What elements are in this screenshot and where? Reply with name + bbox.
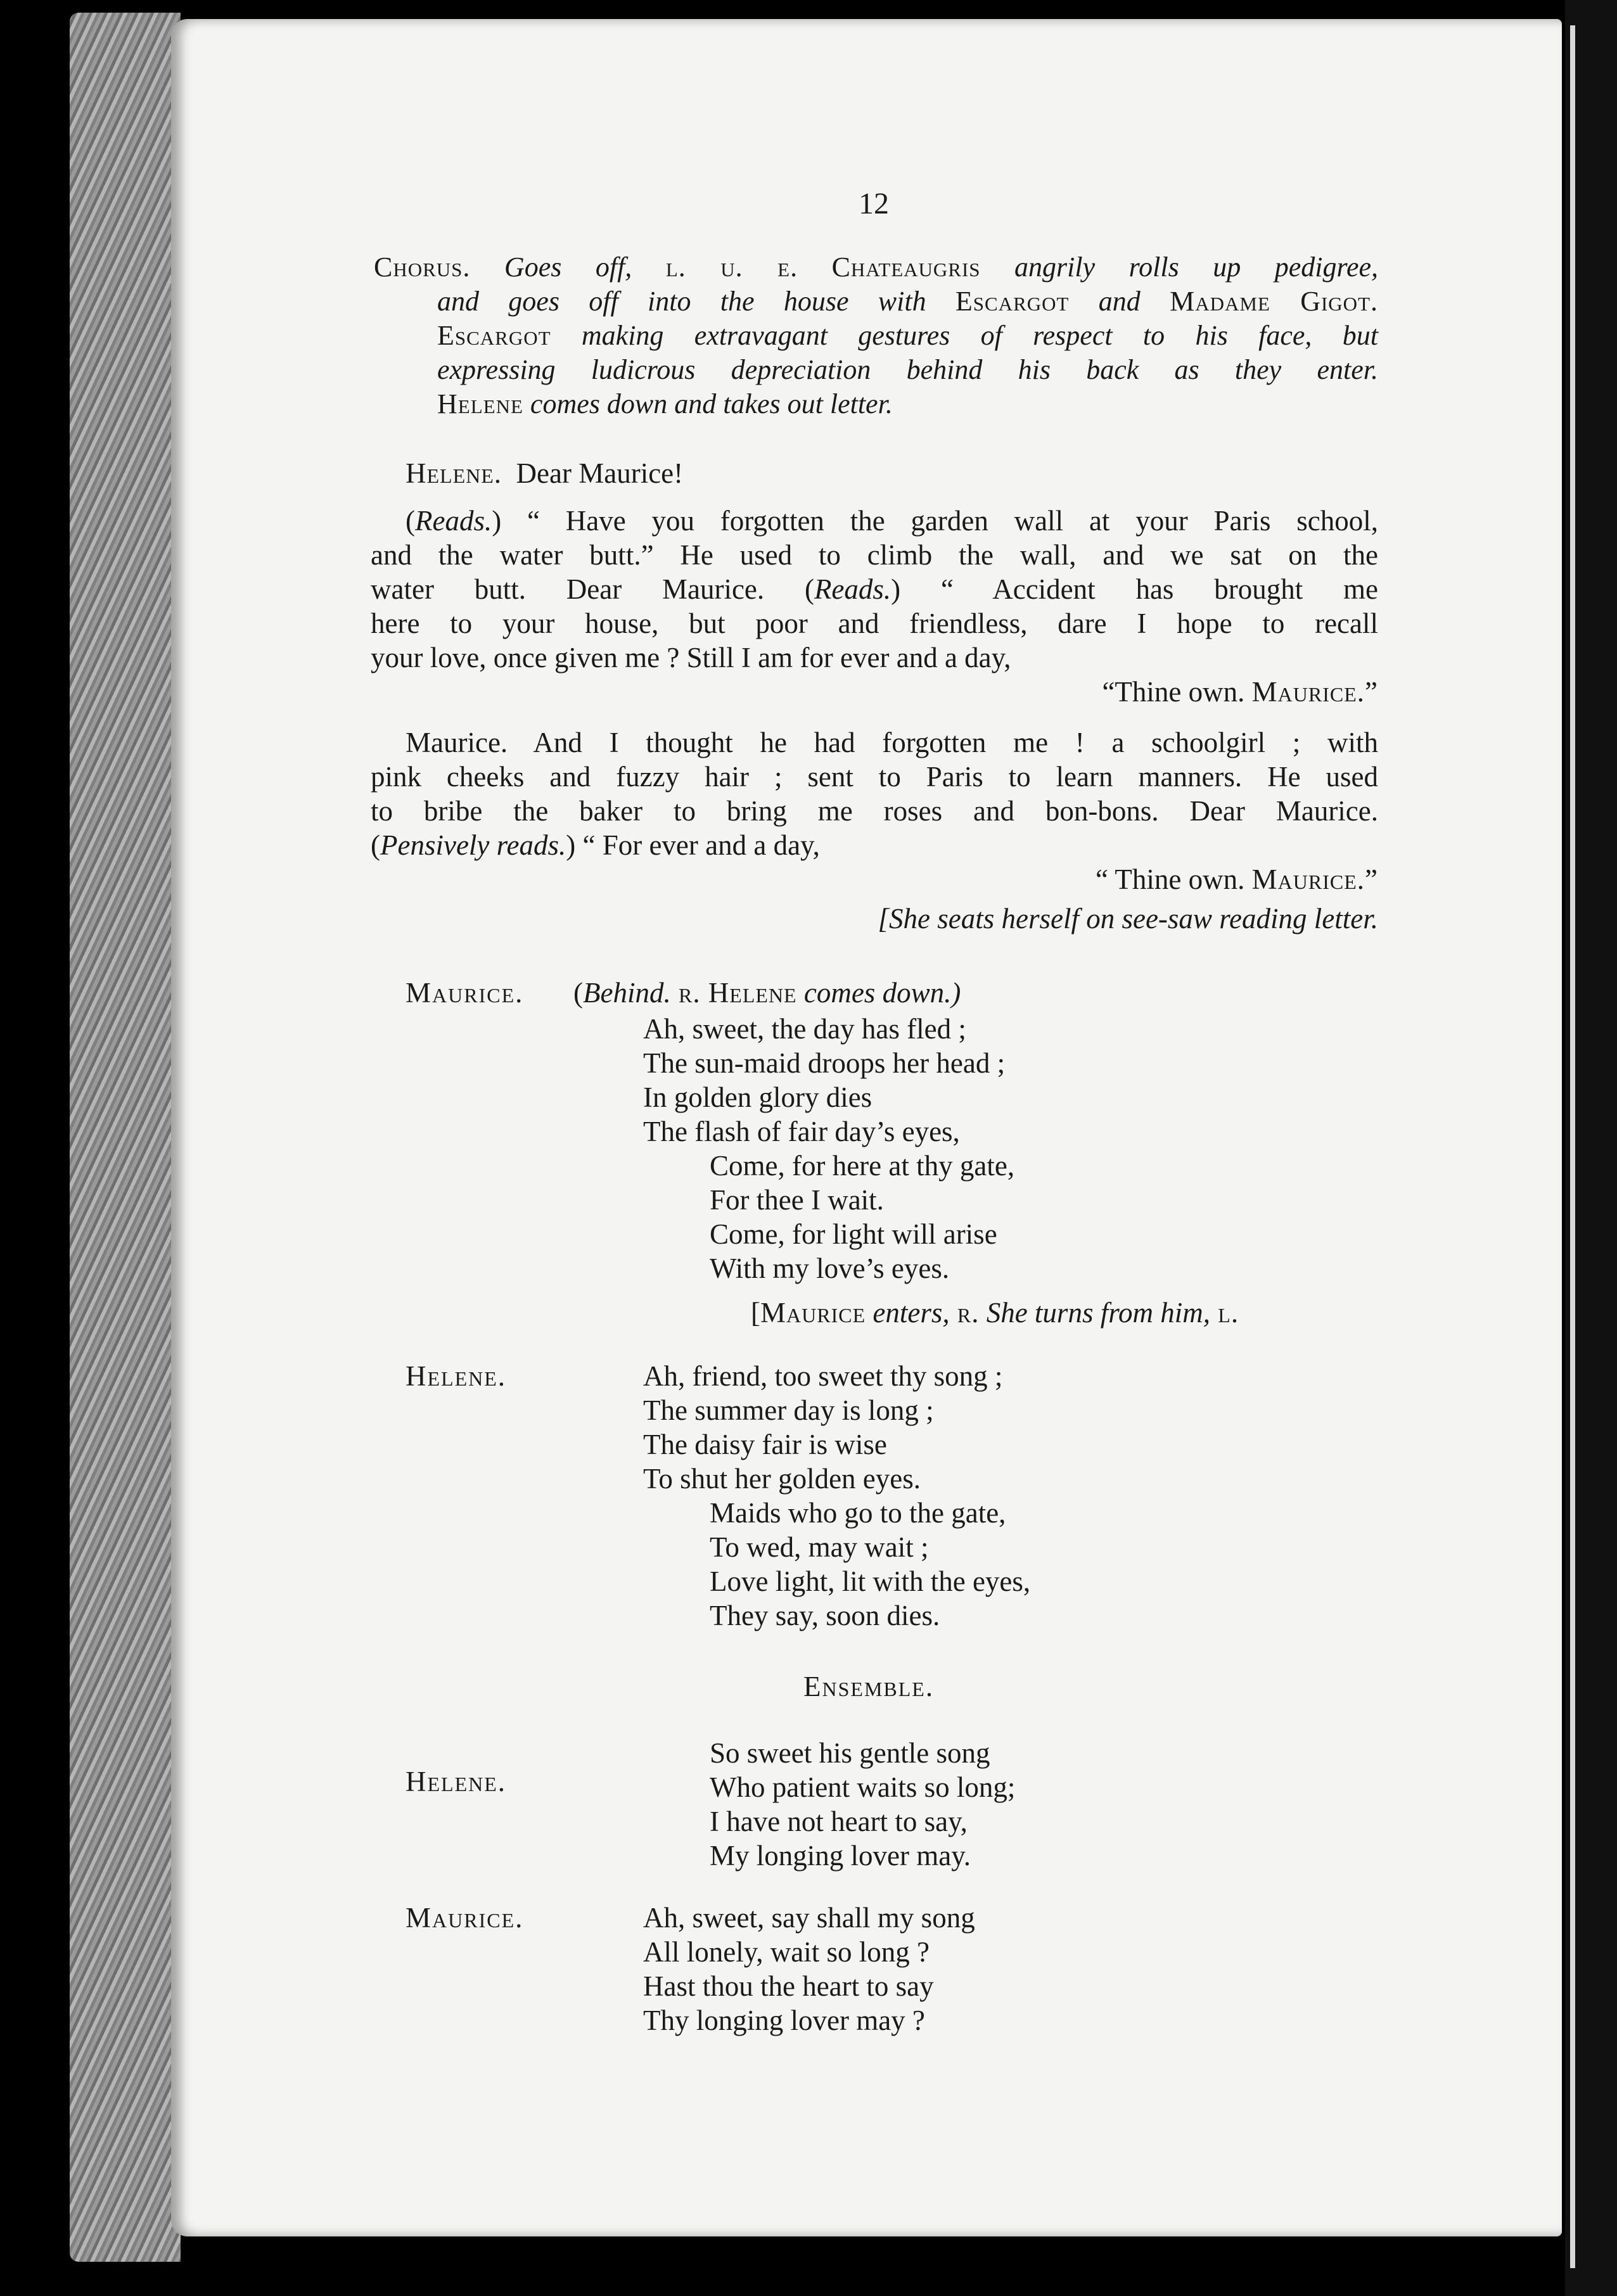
speaker-helene: Helene. — [406, 457, 502, 489]
direction-text: comes down and takes out letter. — [523, 388, 893, 419]
speaker-maurice-ensemble: Maurice. — [406, 1902, 524, 1934]
verse-line: In golden glory dies — [643, 1081, 872, 1113]
direction-text: making extravagant gestures of respect to his face, but — [551, 320, 1378, 351]
verse-line: Ah, sweet, say shall my song — [643, 1902, 975, 1934]
letter-text: water butt. Dear Maurice. ( — [371, 573, 814, 605]
direction-text: and goes off into the house with — [437, 286, 955, 317]
direction-pensively: Pensively reads. — [380, 829, 566, 861]
verse-ensemble-maurice — [643, 1901, 975, 2038]
verse-line: Come, for light will arise — [710, 1218, 997, 1250]
paragraph-line: to bribe the baker to bring me roses and bon-bons. Dear Maurice. — [371, 795, 1378, 827]
signature-text: “ Thine own. — [1096, 864, 1252, 895]
character-name: Helene — [437, 388, 523, 419]
speaker-maurice: Maurice. — [406, 977, 524, 1009]
stage-direction-line — [374, 250, 1378, 284]
paragraph-line — [371, 828, 1378, 862]
verse-maurice — [643, 1012, 1014, 1285]
stage-position: r. — [949, 1297, 980, 1329]
signature-name: Maurice.” — [1251, 676, 1378, 708]
paren: ( — [573, 977, 583, 1009]
stage-position: l. — [1210, 1297, 1239, 1329]
verse-line: To shut her golden eyes. — [643, 1463, 921, 1495]
character-name: Escargot — [955, 286, 1070, 317]
verse-line: My longing lover may. — [710, 1840, 971, 1872]
character-name: Madame Gigot. — [1170, 286, 1379, 317]
verse-line: So sweet his gentle song — [710, 1737, 990, 1769]
direction-text: and — [1069, 286, 1170, 317]
direction-text: Goes off, — [470, 252, 666, 283]
direction-text: Behind. — [583, 977, 671, 1009]
spacer — [798, 252, 832, 283]
verse-line: The summer day is long ; — [643, 1394, 934, 1426]
verse-line: To wed, may wait ; — [710, 1531, 929, 1563]
verse-line: Hast thou the heart to say — [643, 1970, 934, 2002]
signature-name: Maurice.” — [1251, 864, 1378, 895]
direction-reads: Reads. — [415, 505, 492, 537]
letter-text: ) “ Accident has brought me — [891, 573, 1378, 605]
direction-text: expressing ludicrous depreciation behind his back as they enter. — [437, 354, 1378, 385]
character-name: Chateaugris — [831, 252, 981, 283]
letter-signature — [371, 675, 1378, 709]
dialogue-text: Dear Maurice! — [516, 457, 684, 489]
speaker-chorus: Chorus. — [374, 252, 471, 283]
paragraph-line: and the water butt.” He used to climb the wall, and we sat on the — [371, 539, 1378, 571]
letter-paragraph — [371, 504, 1378, 709]
verse-line: Love light, lit with the eyes, — [710, 1566, 1031, 1597]
dialogue-helene-dear-maurice — [406, 456, 683, 490]
paragraph-line: here to your house, but poor and friendless, dare I hope to recall — [371, 608, 1378, 639]
verse-line: I have not heart to say, — [710, 1806, 968, 1837]
stage-position: l. u. e. — [665, 252, 798, 283]
direction-text: comes down.) — [796, 977, 961, 1009]
stage-direction-behind — [573, 976, 961, 1010]
verse-ensemble-helene — [710, 1736, 1015, 1873]
second-paragraph — [371, 725, 1378, 936]
paragraph-line: your love, once given me ? Still I am for ever and a day, — [371, 642, 1011, 673]
speaker-helene: Helene. — [406, 1360, 507, 1392]
signature-text: “Thine own. — [1102, 676, 1252, 708]
verse-line: They say, soon dies. — [710, 1600, 940, 1631]
direction-reads: Reads. — [814, 573, 892, 605]
verse-line: The daisy fair is wise — [643, 1429, 887, 1460]
book-edge — [70, 13, 181, 2262]
letter-text: ) “ Have you forgotten the garden wall at your Paris school, — [492, 505, 1378, 537]
letter-signature — [371, 862, 1378, 896]
page-number: 12 — [859, 187, 889, 220]
verse-line: Ah, sweet, the day has fled ; — [643, 1013, 966, 1045]
verse-helene — [643, 1359, 1030, 1633]
paren: ( — [406, 505, 415, 537]
character-name: Maurice — [760, 1297, 866, 1329]
paragraph-line: Maurice. And I thought he had forgotten me ! a schoolgirl ; with — [406, 727, 1378, 758]
letter-text: ) “ For ever and a day, — [566, 829, 820, 861]
speaker-helene-ensemble: Helene. — [406, 1766, 507, 1797]
paragraph-line: pink cheeks and fuzzy hair ; sent to Paris to learn manners. He used — [371, 761, 1378, 793]
character-name: Escargot — [437, 320, 551, 351]
verse-line: Who patient waits so long; — [710, 1771, 1016, 1803]
verse-line: The flash of fair day’s eyes, — [643, 1116, 960, 1147]
verse-line: Ah, friend, too sweet thy song ; — [643, 1360, 1003, 1392]
stage-direction-line — [374, 284, 1378, 319]
stage-position: r. — [670, 977, 708, 1009]
stage-direction-line — [374, 387, 1378, 421]
verse-line: Maids who go to the gate, — [710, 1497, 1006, 1529]
verse-line: The sun-maid droops her head ; — [643, 1047, 1006, 1079]
direction-text: She turns from him, — [979, 1297, 1211, 1329]
verse-line: Thy longing lover may ? — [643, 2005, 925, 2036]
paragraph-line — [371, 504, 1378, 538]
direction-text: enters, — [866, 1297, 950, 1329]
verse-line: For thee I wait. — [710, 1184, 884, 1216]
paren: ( — [371, 829, 380, 861]
stage-direction-chorus-exit — [374, 250, 1378, 421]
verse-line: All lonely, wait so long ? — [643, 1936, 930, 1968]
direction-text: angrily rolls up pedigree, — [980, 252, 1379, 283]
stage-direction-line — [374, 353, 1378, 387]
stage-direction-maurice-enters — [751, 1296, 1239, 1330]
ensemble-heading: Ensemble. — [803, 1671, 935, 1702]
paragraph-line — [371, 572, 1378, 606]
stage-direction-line — [374, 319, 1378, 353]
character-name: Helene — [708, 977, 797, 1009]
stage-direction-seats: [She seats herself on see-saw reading letter. — [878, 903, 1378, 934]
verse-line: Come, for here at thy gate, — [710, 1150, 1015, 1182]
bracket: [ — [751, 1297, 760, 1329]
page-binding-strip — [1565, 0, 1617, 2296]
verse-line: With my love’s eyes. — [710, 1253, 950, 1284]
